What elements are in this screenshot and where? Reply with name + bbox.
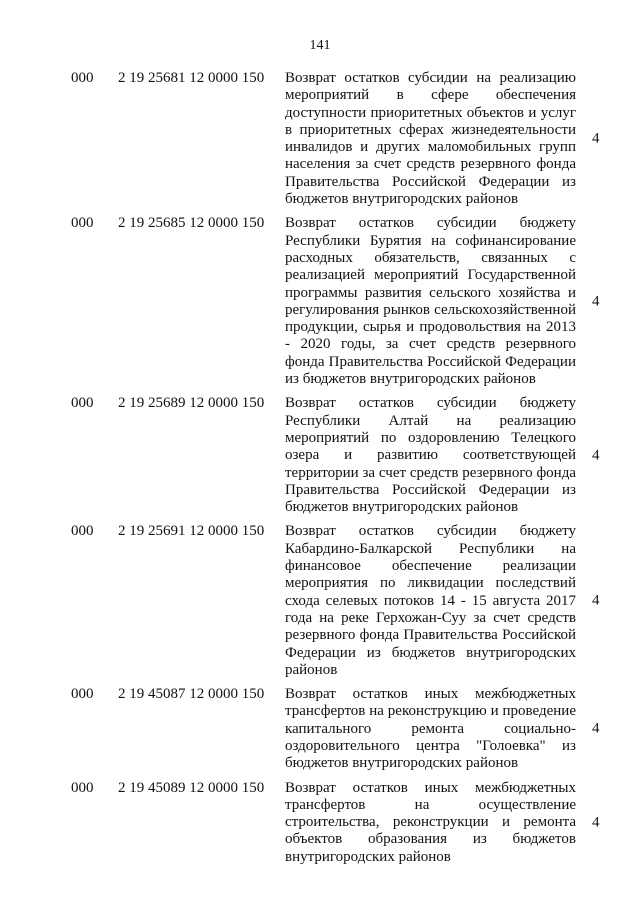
table-row	[0, 523, 640, 679]
budget-classification-code: 2 19 25691 12 0000 150	[118, 523, 265, 540]
row-description: Возврат остатков иных межбюджетных трансфертов на реконструкцию и проведение капитального ремонта социально-оздоровительного центра "Голоевка" из бюджетов внутригородских районов	[285, 686, 576, 772]
budget-classification-code: 2 19 25685 12 0000 150	[118, 215, 265, 232]
row-description: Возврат остатков субсидии на реализацию мероприятий в сфере обеспечения доступности приоритетных объектов и услуг в приоритетных сферах жизнедеятельности инвалидов и других маломобильных групп населения за счет средств резервного фонда Правительства Российской Федерации из бюджетов внутригородских районов	[285, 70, 576, 208]
admin-code: 000	[71, 215, 94, 232]
row-description: Возврат остатков иных межбюджетных трансфертов на осуществление строительства, реконструкции и ремонта объектов образования из бюджетов внутригородских районов	[285, 779, 576, 865]
page-number: 141	[309, 38, 331, 53]
admin-code: 000	[71, 70, 94, 86]
admin-code: 000	[71, 779, 94, 796]
admin-code: 000	[71, 523, 94, 540]
budget-codes-table	[0, 70, 640, 866]
table-row	[0, 70, 640, 208]
table-row	[0, 780, 640, 866]
budget-classification-code: 2 19 45087 12 0000 150	[118, 686, 265, 703]
row-column-4: 4	[592, 814, 600, 831]
admin-code: 000	[71, 395, 94, 412]
table-row	[0, 215, 640, 388]
table-row	[0, 395, 640, 516]
row-column-4: 4	[592, 447, 600, 464]
budget-classification-code: 2 19 25681 12 0000 150	[118, 70, 265, 86]
table-row	[0, 686, 640, 772]
budget-classification-code: 2 19 25689 12 0000 150	[118, 395, 265, 412]
budget-classification-code: 2 19 45089 12 0000 150	[118, 779, 265, 796]
row-description: Возврат остатков субсидии бюджету Республики Алтай на реализацию мероприятий по оздоровлению Телецкого озера и развитию соответствующей территории за счет средств резервного фонда Правительства Российской Федерации из бюджетов внутригородских районов	[285, 395, 576, 516]
row-column-4: 4	[592, 592, 600, 609]
row-column-4: 4	[592, 293, 600, 310]
row-column-4: 4	[592, 130, 600, 147]
admin-code: 000	[71, 686, 94, 703]
row-description: Возврат остатков субсидии бюджету Кабардино-Балкарской Республики на финансовое обеспечение реализации мероприятия по ликвидации последствий схода селевых потоков 14 - 15 августа 2017 года на реке Герхожан-Суу за счет средств резервного фонда Правительства Российской Федерации из бюджетов внутригородских районов	[285, 523, 576, 678]
row-column-4: 4	[592, 720, 600, 737]
row-description: Возврат остатков субсидии бюджету Республики Бурятия на софинансирование расходных обязательств, связанных с реализацией мероприятий Государственной программы развития сельского хозяйства и регулирования рынков сельскохозяйственной продукции, сырья и продовольствия на 2013 - 2020 годы, за счет средств резервного фонда Правительства Российской Федерации из бюджетов внутригородских районов	[285, 215, 576, 388]
